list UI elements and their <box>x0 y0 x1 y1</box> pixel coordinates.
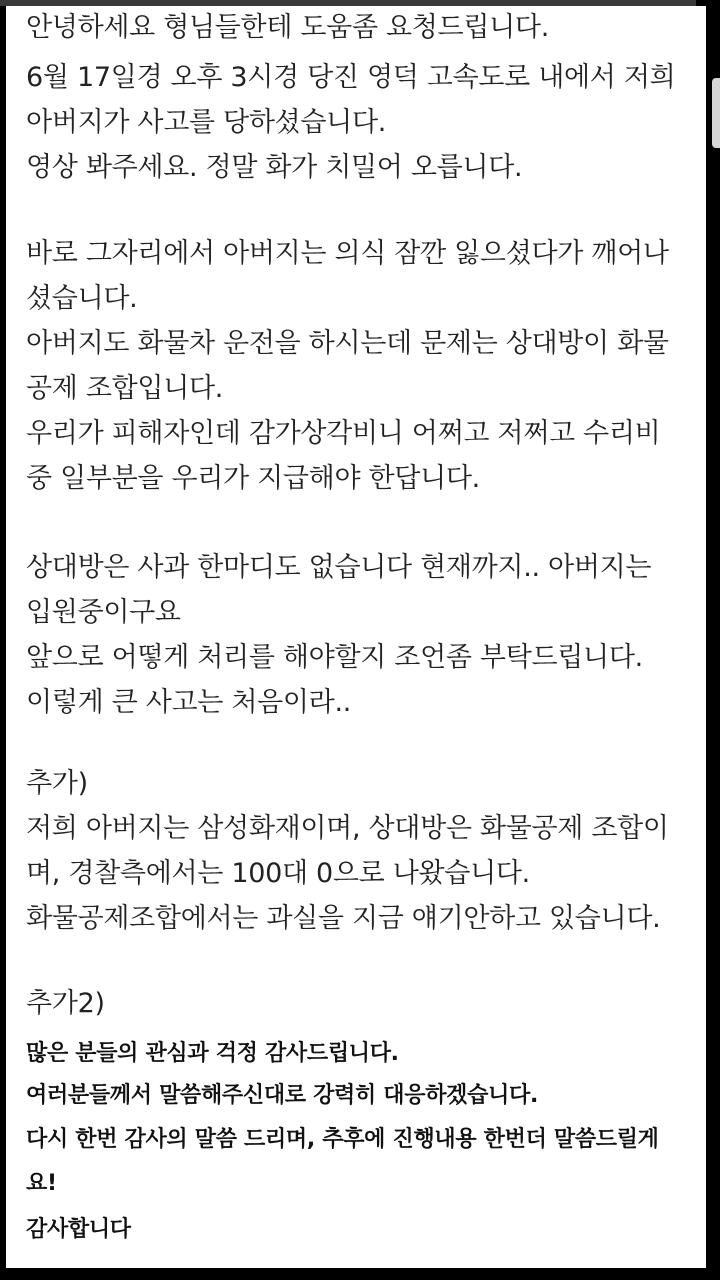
scrollbar-track <box>710 6 720 1268</box>
post-line: 입원중이구요 <box>26 597 181 628</box>
post-content-card[interactable] <box>6 6 706 1268</box>
post-line: 저희 아버지는 삼성화재이며, 상대방은 화물공제 조합이 <box>26 813 669 844</box>
post-line: 영상 봐주세요. 정말 화가 치밀어 오릅니다. <box>26 152 523 183</box>
post-line: 안녕하세요 형님들한테 도움좀 요청드립니다. <box>26 12 549 43</box>
post-line: 중 일부분을 우리가 지급해야 한답니다. <box>26 463 480 494</box>
post-line: 6월 17일경 오후 3시경 당진 영덕 고속도로 내에서 저희 <box>26 62 676 93</box>
post-bold-line: 여러분들께서 말씀해주신대로 강력히 대응하겠습니다. <box>26 1083 539 1108</box>
post-bold-line: 요! <box>26 1171 57 1196</box>
post-line: 아버지도 화물차 운전을 하시는데 문제는 상대방이 화물 <box>26 328 669 359</box>
post-line: 우리가 피해자인데 감가상각비니 어쩌고 저쩌고 수리비 <box>26 418 661 449</box>
scrollbar-handle[interactable] <box>712 78 720 148</box>
post-line: 추가) <box>26 768 88 799</box>
post-line: 공제 조합입니다. <box>26 373 224 404</box>
post-bold-line: 다시 한번 감사의 말씀 드리며, 추후에 진행내용 한번더 말씀드릴게 <box>26 1127 659 1152</box>
post-line: 셨습니다. <box>26 283 138 314</box>
post-line: 바로 그자리에서 아버지는 의식 잠깐 잃으셨다가 깨어나 <box>26 238 669 269</box>
post-line: 아버지가 사고를 당하셨습니다. <box>26 107 387 138</box>
post-line: 화물공제조합에서는 과실을 지금 얘기안하고 있습니다. <box>26 903 661 934</box>
post-bold-line: 감사합니다 <box>26 1217 131 1242</box>
post-line: 상대방은 사과 한마디도 없습니다 현재까지.. 아버지는 <box>26 552 652 583</box>
post-line: 앞으로 어떻게 처리를 해야할지 조언좀 부탁드립니다. <box>26 642 643 673</box>
post-bold-line: 많은 분들의 관심과 걱정 감사드립니다. <box>26 1041 399 1066</box>
post-line: 며, 경찰측에서는 100대 0으로 나왔습니다. <box>26 858 530 889</box>
post-line: 이렇게 큰 사고는 처음이라.. <box>26 687 352 718</box>
post-line: 추가2) <box>26 988 105 1019</box>
